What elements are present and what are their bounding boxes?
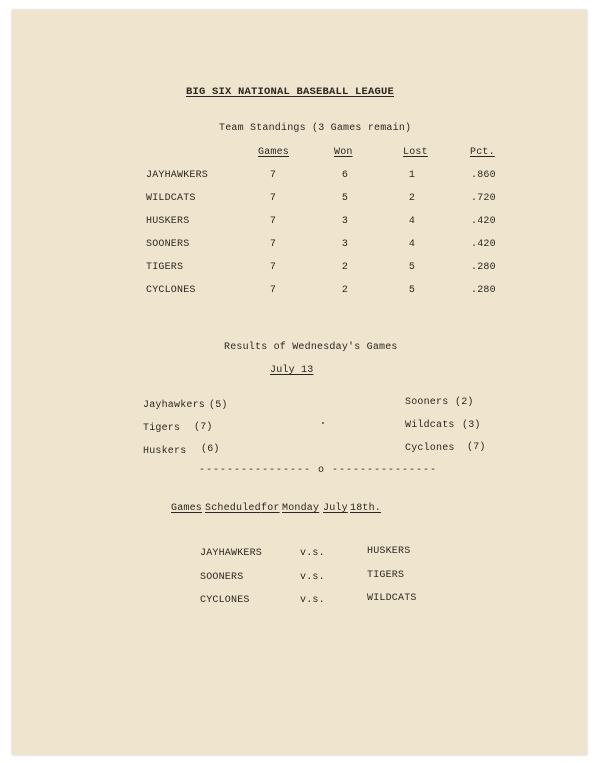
result-score-left: (6): [201, 444, 220, 455]
schedule-heading-word: for: [261, 503, 280, 514]
lost-value: 5: [408, 262, 416, 273]
versus-label: v.s.: [300, 572, 325, 583]
won-value: 2: [341, 285, 349, 296]
games-value: 7: [269, 170, 277, 181]
schedule-team-1: JAYHAWKERS: [200, 548, 263, 559]
pct-value: .280: [471, 285, 496, 296]
won-value: 2: [341, 262, 349, 273]
results-heading: Results of Wednesday's Games: [224, 342, 398, 353]
schedule-heading-word: Games: [171, 503, 203, 514]
team-name: CYCLONES: [146, 285, 196, 296]
column-header-games: Games: [258, 147, 290, 158]
document-page: [12, 10, 587, 755]
team-name: WILDCATS: [146, 193, 196, 204]
result-team-right: Cyclones: [405, 443, 455, 454]
lost-value: 4: [408, 216, 416, 227]
team-name: HUSKERS: [146, 216, 190, 227]
schedule-team-1: CYCLONES: [200, 595, 250, 606]
result-score-right: (3): [462, 420, 481, 431]
schedule-team-2: TIGERS: [367, 570, 405, 581]
result-team-left: Huskers: [143, 446, 187, 457]
won-value: 3: [341, 239, 349, 250]
column-header-won: Won: [334, 147, 353, 158]
results-date: July 13: [270, 365, 314, 376]
result-team-left: Tigers: [143, 423, 181, 434]
schedule-heading-word: Scheduled: [205, 503, 261, 514]
league-title: BIG SIX NATIONAL BASEBALL LEAGUE: [186, 86, 395, 98]
schedule-heading-word: 18th.: [350, 503, 382, 514]
lost-value: 5: [408, 285, 416, 296]
column-header-pct: Pct.: [470, 147, 495, 158]
result-score-right: (2): [455, 397, 474, 408]
result-score-left: (5): [209, 400, 228, 411]
standings-heading: Team Standings (3 Games remain): [219, 123, 412, 134]
team-name: JAYHAWKERS: [146, 170, 209, 181]
result-team-left: Jayhawkers: [143, 400, 206, 411]
games-value: 7: [269, 239, 277, 250]
lost-value: 2: [408, 193, 416, 204]
games-value: 7: [269, 216, 277, 227]
lost-value: 4: [408, 239, 416, 250]
column-header-lost: Lost: [403, 147, 428, 158]
schedule-team-2: HUSKERS: [367, 546, 411, 557]
schedule-heading-word: Monday: [282, 503, 320, 514]
result-team-right: Sooners: [405, 397, 449, 408]
result-score-left: (7): [194, 422, 213, 433]
stray-mark: [322, 422, 324, 424]
games-value: 7: [269, 285, 277, 296]
schedule-heading-word: July: [323, 503, 348, 514]
pct-value: .860: [471, 170, 496, 181]
games-value: 7: [269, 193, 277, 204]
won-value: 3: [341, 216, 349, 227]
schedule-team-2: WILDCATS: [367, 593, 417, 604]
games-value: 7: [269, 262, 277, 273]
pct-value: .280: [471, 262, 496, 273]
team-name: SOONERS: [146, 239, 190, 250]
section-divider: ---------------- o ---------------: [199, 465, 438, 476]
won-value: 5: [341, 193, 349, 204]
versus-label: v.s.: [300, 548, 325, 559]
result-score-right: (7): [467, 442, 486, 453]
pct-value: .720: [471, 193, 496, 204]
pct-value: .420: [471, 216, 496, 227]
lost-value: 1: [408, 170, 416, 181]
team-name: TIGERS: [146, 262, 184, 273]
result-team-right: Wildcats: [405, 420, 455, 431]
won-value: 6: [341, 170, 349, 181]
schedule-team-1: SOONERS: [200, 572, 244, 583]
pct-value: .420: [471, 239, 496, 250]
versus-label: v.s.: [300, 595, 325, 606]
